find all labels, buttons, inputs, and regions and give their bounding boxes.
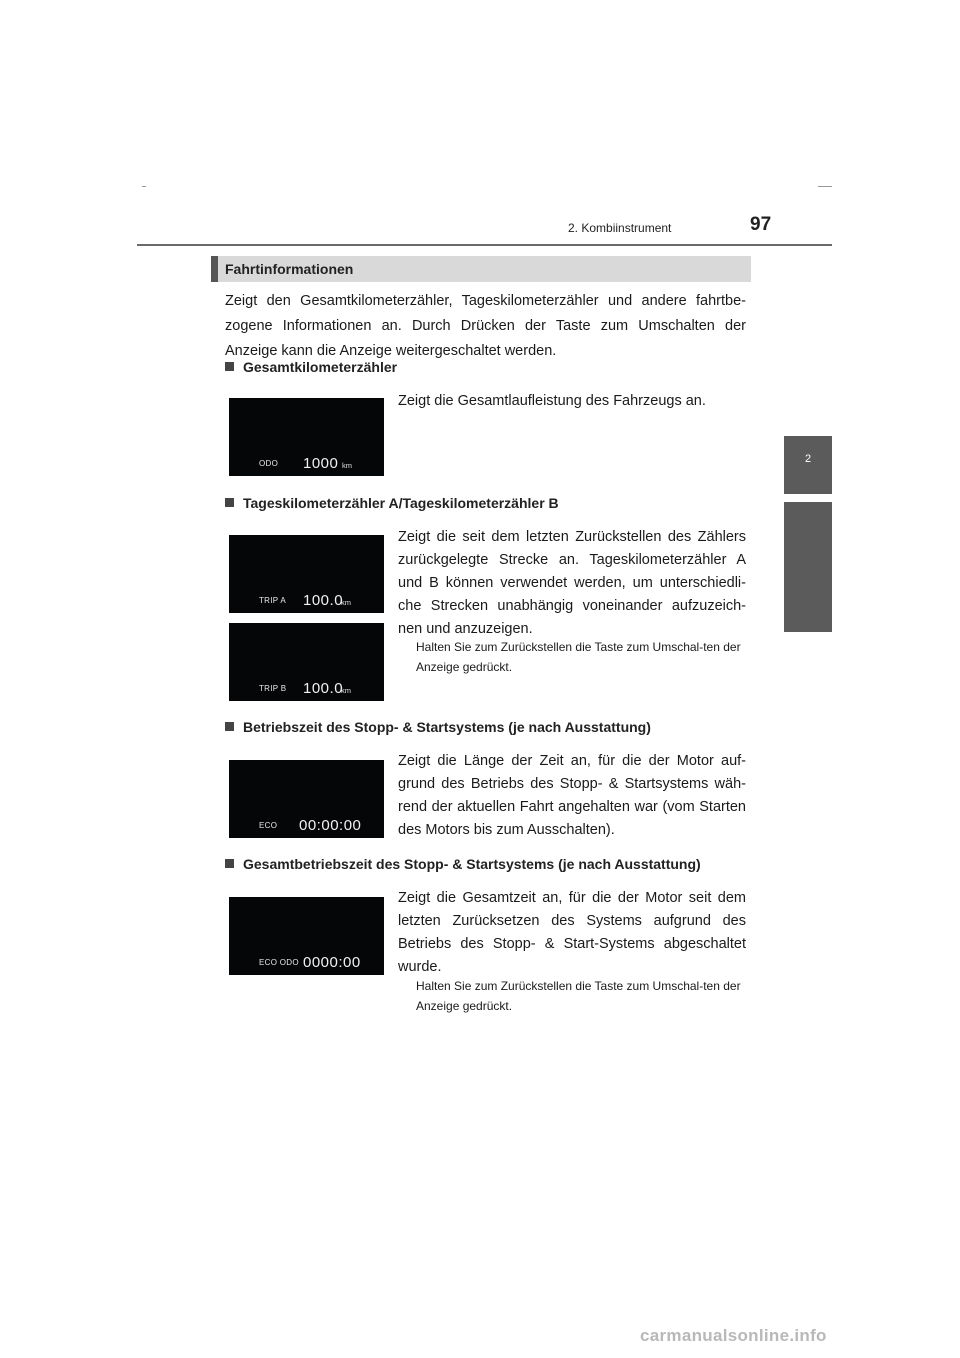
item-description: Zeigt die Länge der Zeit an, für die der Motor auf-grund des Betriebs des Stopp- & Startsystems wäh-rend der aktuellen Fahrt angehalten war (vom Starten des Motors bis zum Ausschalten). xyxy=(398,753,746,838)
chapter-title: 2. Kombiinstrument xyxy=(568,221,672,235)
screen-label: ECO ODO xyxy=(259,958,299,967)
item-heading-text: Tageskilometerzähler A/Tageskilometerzähler B xyxy=(243,495,559,511)
screen-value: 00:00:00 xyxy=(299,817,362,834)
item-heading xyxy=(225,719,651,735)
screen-value: 100.0 xyxy=(303,592,344,609)
item-note: Halten Sie zum Zurückstellen die Taste zum Umschal-ten der Anzeige gedrückt. xyxy=(416,979,741,1013)
item-heading xyxy=(225,856,701,872)
screen-label: TRIP B xyxy=(259,684,287,693)
screen-unit: km xyxy=(342,461,352,470)
chapter-tab xyxy=(784,502,832,632)
watermark: carmanualsonline.info xyxy=(640,1326,827,1345)
screen-unit: km xyxy=(341,686,351,695)
screen-label: ODO xyxy=(259,459,279,468)
item-description: Zeigt die seit dem letzten Zurückstellen des Zählers zurückgelegte Strecke an. Tageskilometerzähler A und B können verwendet werden, um unterschiedli-che Strecken unabhängig voneinander aufzuzeich-nen und anzuzeigen. xyxy=(398,529,746,637)
screen-value: 0000:00 xyxy=(303,954,361,971)
item-description: Zeigt die Gesamtlaufleistung des Fahrzeugs an. xyxy=(398,393,706,409)
screen-value: 100.0 xyxy=(303,680,344,697)
display-screen-trip-b xyxy=(229,623,384,701)
display-screen-odo xyxy=(229,398,384,476)
bullet-square-icon xyxy=(225,498,234,507)
item-heading xyxy=(225,495,559,511)
item-heading-text: Gesamtbetriebszeit des Stopp- & Startsystems (je nach Ausstattung) xyxy=(243,856,701,872)
display-screen-eco-odo xyxy=(229,897,384,975)
display-screen-eco xyxy=(229,760,384,838)
screen-label: TRIP A xyxy=(259,596,286,605)
section-heading-marker xyxy=(211,256,218,282)
screen-label: ECO xyxy=(259,821,278,830)
section-title: Fahrtinformationen xyxy=(225,261,354,277)
item-heading-text: Betriebszeit des Stopp- & Startsystems (je nach Ausstattung) xyxy=(243,719,651,735)
item-description: Zeigt die Gesamtzeit an, für die der Motor seit dem letzten Zurücksetzen des Systems aufgrund des Betriebs des Stopp- & Start-Systems abgeschaltet wurde. xyxy=(398,890,746,975)
bullet-square-icon xyxy=(225,859,234,868)
screen-value: 1000 xyxy=(303,455,339,472)
chapter-tab-number: 2 xyxy=(784,436,832,494)
bullet-square-icon xyxy=(225,362,234,371)
chapter-tab-label xyxy=(767,612,779,697)
bullet-square-icon xyxy=(225,722,234,731)
item-heading-text: Gesamtkilometerzähler xyxy=(243,359,398,375)
page-number: 97 xyxy=(750,214,772,235)
item-note: Halten Sie zum Zurückstellen die Taste zum Umschal-ten der Anzeige gedrückt. xyxy=(416,640,741,674)
crop-mark-right xyxy=(818,186,832,187)
item-heading xyxy=(225,359,397,375)
display-screen-trip-a xyxy=(229,535,384,613)
section-intro: Zeigt den Gesamtkilometerzähler, Tageskilometerzähler und andere fahrtbe-zogene Informationen an. Durch Drücken der Taste zum Umschalten der Anzeige kann die Anzeige weitergeschaltet werden. xyxy=(225,293,746,359)
screen-unit: km xyxy=(341,598,351,607)
crop-mark-left xyxy=(142,186,146,187)
header-rule xyxy=(137,244,832,246)
chapter-tab-label-text: Instrumententafel xyxy=(767,612,779,697)
